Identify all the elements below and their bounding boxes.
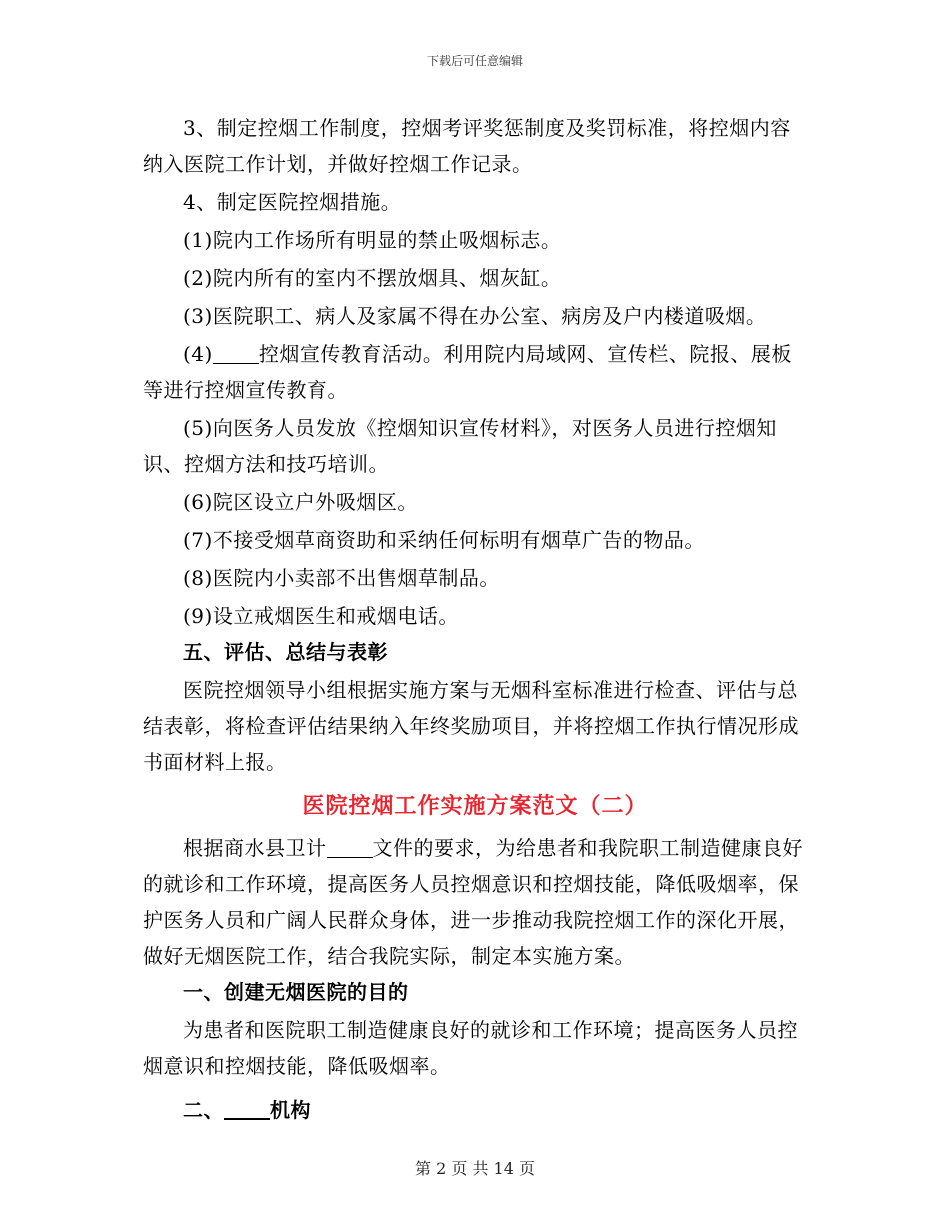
paragraph-4: 4、制定医院控烟措施。 [183,190,402,214]
heading-2-prefix: 二、 [183,1098,224,1122]
measure-4 [143,336,807,408]
fill-in-blank [327,837,373,858]
document-title: 医院控烟工作实施方案范文（二） [302,793,648,819]
measure-4-prefix: (4) [183,342,213,366]
measure-8: (8)医院内小卖部不出售烟草制品。 [183,566,500,590]
intro-text: 文件的要求，为给患者和我院职工制造健康良好的就诊和工作环境，提高医务人员控烟意识和控烟技能，降低吸烟率，保护医务人员和广阔人民群众身体，进一步推动我院控烟工作的深化开展，做好无烟医院工作，结合我院实际，制定本实施方案。 [143,836,803,968]
measure-3: (3)医院职工、病人及家属不得在办公室、病房及户内楼道吸烟。 [183,304,767,328]
fill-in-blank [224,1098,270,1120]
document-body [143,110,807,1128]
measure-2: (2)院内所有的室内不摆放烟具、烟灰缸。 [183,266,562,290]
section-heading-5: 五、评估、总结与表彰 [183,640,388,664]
measure-1: (1)院内工作场所有明显的禁止吸烟标志。 [183,228,562,252]
measure-4-text: 控烟宣传教育活动。利用院内局域网、宣传栏、院报、展板等进行控烟宣传教育。 [143,342,792,402]
section-heading-2 [143,1092,807,1128]
paragraph-3: 3、制定控烟工作制度，控烟考评奖惩制度及奖罚标准，将控烟内容纳入医院工作计划，并做好控烟工作记录。 [143,116,791,176]
paragraph-intro [143,830,807,974]
heading-2-text: 机构 [270,1098,311,1122]
intro-prefix: 根据商水县卫计 [183,836,327,860]
measure-7: (7)不接受烟草商资助和采纳任何标明有烟草广告的物品。 [183,528,705,552]
measure-6: (6)院区设立户外吸烟区。 [183,490,418,514]
page-number: 第 2 页 共 14 页 [415,1159,535,1178]
paragraph-evaluation: 医院控烟领导小组根据实施方案与无烟科室标准进行检查、评估与总结表彰，将检查评估结果纳入年终奖励项目，并将控烟工作执行情况形成书面材料上报。 [143,678,799,774]
paragraph-purpose: 为患者和医院职工制造健康良好的就诊和工作环境；提高医务人员控烟意识和控烟技能，降低吸烟率。 [143,1018,798,1078]
measure-5: (5)向医务人员发放《控烟知识宣传材料》，对医务人员进行控烟知识、控烟方法和技巧培训。 [143,416,777,476]
fill-in-blank [213,343,259,364]
measure-9: (9)设立戒烟医生和戒烟电话。 [183,604,459,628]
header-note: 下载后可任意编辑 [426,54,523,68]
section-heading-1: 一、创建无烟医院的目的 [183,980,409,1004]
